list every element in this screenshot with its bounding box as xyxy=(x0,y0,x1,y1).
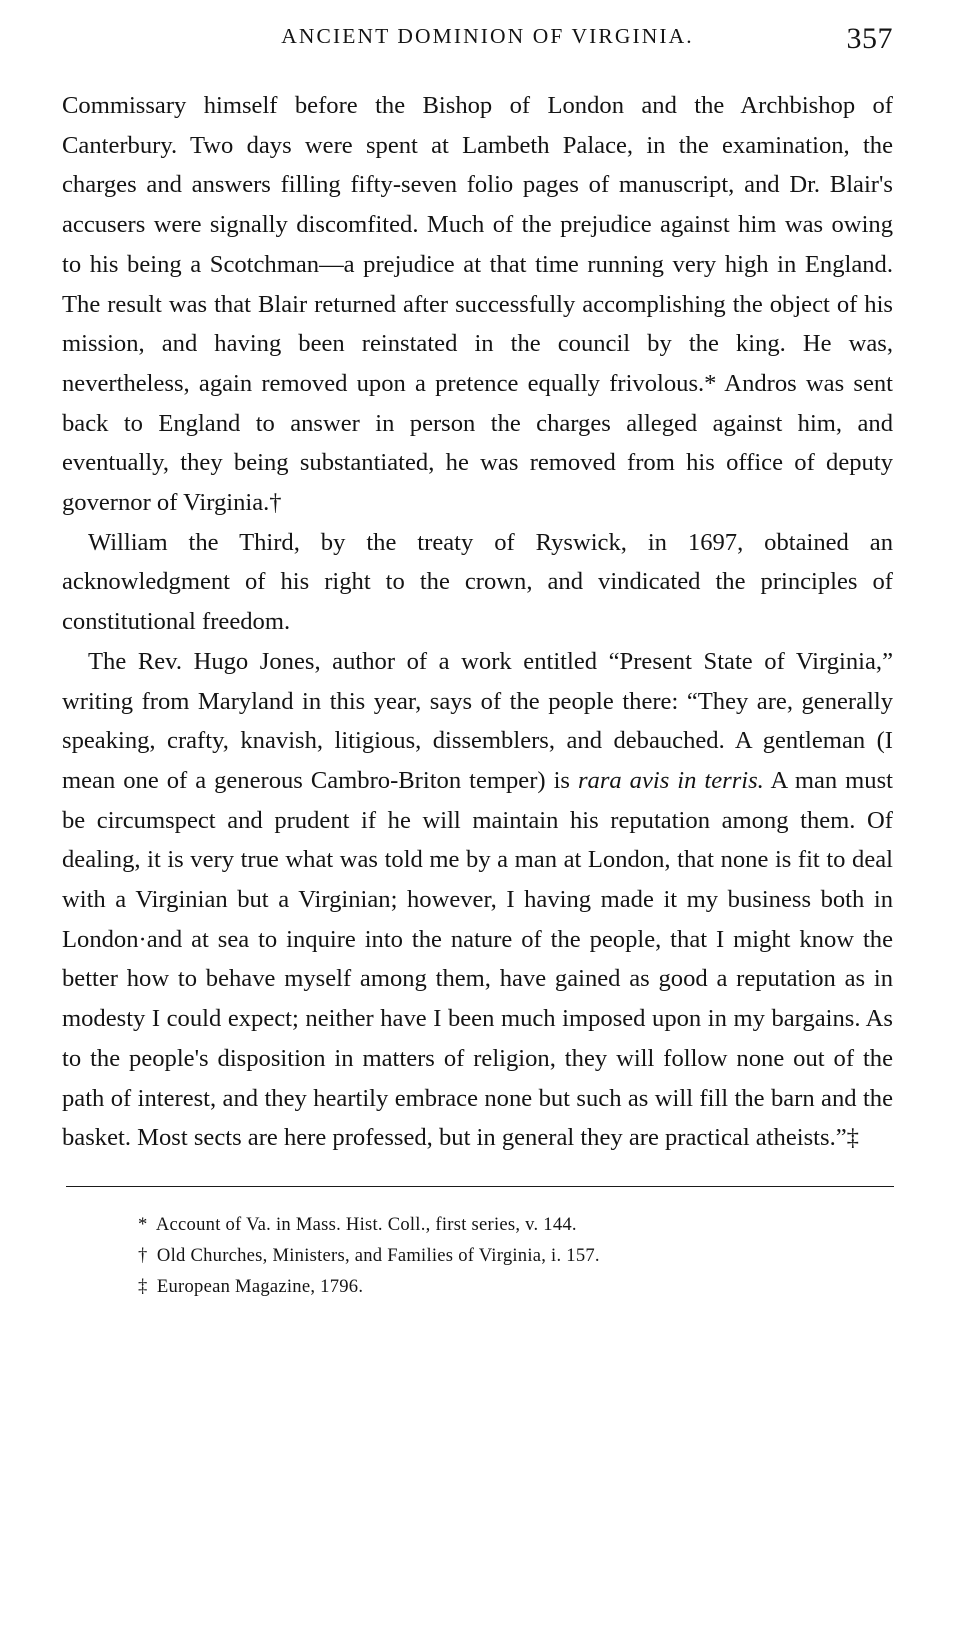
paragraph-part: The Rev. Hugo Jones, author of a work entitled “Present State of Virginia,” writing from Maryland in this year, says of the people there: “They are, generally speaking, crafty, knavish, litigious, dissemblers, and debauched. A gentleman (I mean one of a generous Cambro-Briton temper) is xyxy=(62,647,893,794)
latin-phrase: rara avis in terris. xyxy=(577,766,764,794)
footnote-divider xyxy=(66,1186,894,1187)
page-number: 357 xyxy=(846,22,893,55)
paragraph-part: A man must be circumspect and prudent if he will maintain his reputation among them. Of dealing, it is very true what was told me by a man at London, that none is fit to deal with a Virginian but a Virginian; however, I having made it my business both in London·and at sea to inquire into the nature of the people, that I might know the better how to behave myself among them, have gained as good a reputation as in modesty I could expect; neither have I been much imposed upon in my bargains. As to the people's disposition in matters of religion, they will follow none out of the path of interest, and they heartily embrace none but such as will fill the barn and the basket. Most sects are here professed, but in general they are practical atheists.”‡ xyxy=(62,766,893,1152)
footnote-text: Old Churches, Ministers, and Families of Virginia, i. 157. xyxy=(156,1244,600,1266)
paragraph xyxy=(62,642,893,1158)
footnote xyxy=(138,1240,893,1271)
footnote-marker: † xyxy=(138,1244,148,1266)
footnote-text: Account of Va. in Mass. Hist. Coll., first series, v. 144. xyxy=(155,1213,577,1235)
footnote-marker: * xyxy=(138,1213,148,1235)
footnote-marker: ‡ xyxy=(138,1275,148,1297)
paragraph: Commissary himself before the Bishop of London and the Archbishop of Canterbury. Two days were spent at Lambeth Palace, in the examination, the charges and answers filling fifty-seven folio pages of manuscript, and Dr. Blair's accusers were signally discomfited. Much of the prejudice against him was owing to his being a Scotchman—a prejudice at that time running very high in England. The result was that Blair returned after successfully accomplishing the object of his mission, and having been reinstated in the council by the king. He was, nevertheless, again removed upon a pretence equally frivolous.* Andros was sent back to England to answer in person the charges alleged against him, and eventually, they being substantiated, he was removed from his office of deputy governor of Virginia.† xyxy=(62,92,893,517)
footnote xyxy=(138,1209,893,1240)
footnote-text: European Magazine, 1796. xyxy=(156,1275,364,1297)
running-head: ANCIENT DOMINION OF VIRGINIA. xyxy=(281,24,694,48)
paragraph: William the Third, by the treaty of Ryswick, in 1697, obtained an acknowledgment of his right to the crown, and vindicated the principles of constitutional freedom. xyxy=(62,528,893,636)
page-header xyxy=(62,24,893,70)
footnote xyxy=(138,1271,893,1302)
body-text xyxy=(62,86,893,1158)
footnotes xyxy=(62,1209,893,1302)
